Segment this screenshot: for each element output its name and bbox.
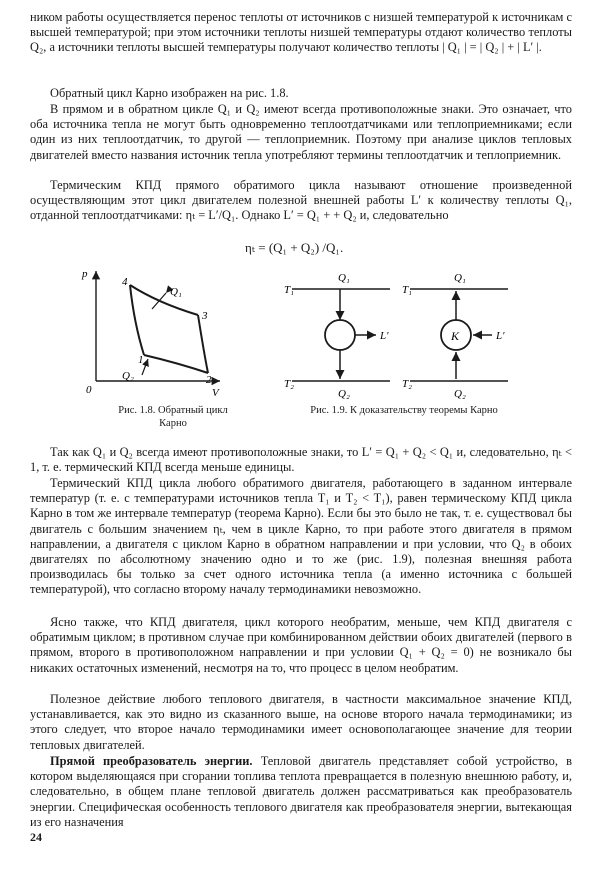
paragraph-4: Термическим КПД прямого обратимого цикла называют отношение произведенной осуществляющим этот цикл двигателем полезной внешней работы L′ к количеству теплоты Q₁, отданной теплоотдатчиками: ηₜ = L′/Q₁. Однако L′ = Q₁ + + Q₂ и, следовательно: [30, 178, 572, 223]
page-number: 24: [30, 830, 42, 844]
cycle-curve-4-3: [130, 285, 198, 315]
q1-label-right: Q₁: [454, 272, 466, 284]
section-heading-direct-converter: Прямой преобразователь энергии.: [50, 754, 253, 768]
figure-1-9-caption: Рис. 1.9. К доказательству теоремы Карно: [310, 405, 498, 416]
axis-v-label: V: [212, 387, 219, 399]
figure-1-9-carnot-theorem: [280, 263, 540, 403]
figure-1-8-carnot-reverse-cycle: [78, 263, 228, 403]
paragraph-5: Так как Q₁ и Q₂ всегда имеют противоположные знаки, то L′ = Q₁ + Q₂ < Q₁ и, следовательно, ηₜ < 1, т. е. термический КПД всегда меньше единицы.: [30, 445, 572, 475]
point-1-label: 1: [138, 354, 144, 366]
q1-label: Q₁: [170, 286, 182, 298]
t2-label-right: T₂: [402, 378, 412, 390]
axis-p-label: p: [82, 268, 88, 280]
figure-1-8-caption: Рис. 1.8. Обратный цикл Карно: [118, 405, 228, 429]
q2-label-left: Q₂: [338, 388, 350, 400]
point-4-label: 4: [122, 276, 128, 288]
cycle-curve-2-1: [144, 355, 208, 373]
q1-arrow: [152, 293, 166, 309]
cycle-curve-1-4: [130, 285, 144, 355]
t2-label-left: T₂: [284, 378, 294, 390]
paragraph-6: Термический КПД цикла любого обратимого двигателя, работающего в заданном интервале температур (т. е. с температурами источников тепла T₁ и T₂ < T₁), равен термическому КПД цикла Карно в том же интервале температур (теорема Карно). Если бы это было не так, т. е. существовал бы двигатель с большим значением ηₜ, чем в цикле Карно, то при работе этого двигателя в прямом направлении, а двигателя с циклом Карно в обратном направлении и при условии, что Q₂ в обоих двигателях по абсолютному значению одно и то же (рис. 1.9), полезная внешняя работа производилась бы только за счет одного источника тепла (а именно источника с большей температурой), что согласно второму началу термодинамики невозможно.: [30, 476, 572, 597]
cycle-curve-3-2: [198, 315, 208, 373]
point-3-label: 3: [202, 310, 208, 322]
l-label-left: L′: [380, 330, 389, 342]
paragraph-8: Полезное действие любого теплового двигателя, в частности максимальное значение КПД, устанавливается, как это видно из сказанного выше, на основе второго начала термодинамики; из этого следует, что второе начало термодинамики имеет основополагающее значение для теории тепловых двигателей.: [30, 692, 572, 752]
paragraph-7: Ясно также, что КПД двигателя, цикл которого необратим, меньше, чем КПД двигателя с обратимым циклом; в противном случае при комбинированном действии обоих двигателей (первого в прямом, второго в противоположном направлении и при условии Q₁ + Q₂ = 0) не возникало бы никаких остаточных изменений, несмотря на то, что процесс в целом необратим.: [30, 615, 572, 675]
paragraph-2: Обратный цикл Карно изображен на рис. 1.8.: [50, 86, 289, 100]
q1-label-left: Q₁: [338, 272, 350, 284]
t1-label-left: T₁: [284, 284, 294, 296]
k-label: K: [451, 329, 460, 343]
t1-label-right: T₁: [402, 284, 412, 296]
engine-forward: [325, 320, 355, 350]
q2-label: Q₂: [122, 370, 134, 382]
paragraph-9: [30, 754, 572, 830]
paragraph-3: В прямом и в обратном цикле Q₁ и Q₂ имеют всегда противоположные знаки. Это означает, что оба источника тепла не могут быть одновременно теплоотдатчиками или теплоприемниками; если один из них теплоотдатчик, то другой — теплоприемник. Поэтому при анализе циклов тепловых двигателей вместо названия источник тепла употребляют термины теплоотдатчик и теплоприемник.: [30, 102, 572, 162]
l-label-right: L′: [496, 330, 505, 342]
point-2-label: 2: [206, 374, 212, 386]
q2-label-right: Q₂: [454, 388, 466, 400]
paragraph-1: ником работы осуществляется перенос теплоты от источников с низшей температурой к источникам с высшей температурой; при этом источники теплоты низшей температуры отдают количество теплоты Q₂, а источники теплоты высшей температуры получают количество теплоты | Q₁ | = | Q₂ | + | L′ |.: [30, 10, 572, 55]
efficiency-formula: ηₜ = (Q₁ + Q₂) /Q₁.: [245, 240, 344, 255]
origin-label: 0: [86, 384, 92, 396]
paragraph-9-text: Тепловой двигатель представляет собой устройство, в котором выделяющаяся при сгорании топлива теплота превращается в полезную внешнюю работу, и, следовательно, в общем плане тепловой двигатель должен рассматриваться как преобразователь энергии. Специфическая особенность теплового двигателя как преобразователя энергии, вытекающая из его назначения: [30, 754, 572, 829]
